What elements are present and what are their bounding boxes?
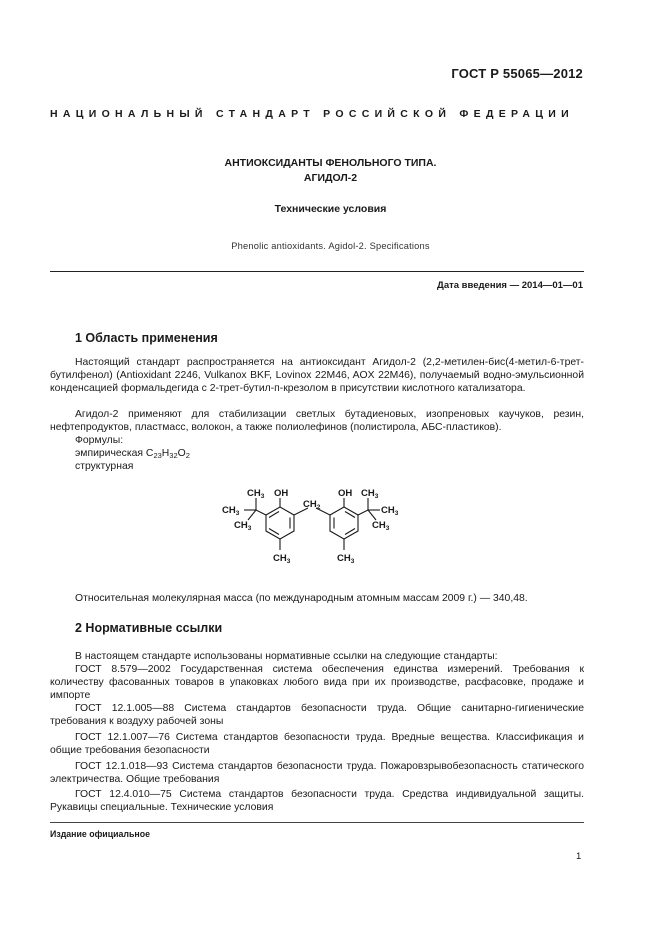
footer-divider [50, 822, 584, 823]
section-1-heading: 1 Область применения [75, 331, 218, 345]
section-1-paragraph-2 [50, 409, 584, 435]
national-standard-banner: НАЦИОНАЛЬНЫЙ СТАНДАРТ РОССИЙСКОЙ ФЕДЕРАЦИИ [50, 108, 574, 120]
left-tbu-ch3-top: $CH_3$ [247, 488, 265, 500]
left-oh-label: OH [274, 488, 289, 499]
right-tbu-ch3-top: $CH_3$ [361, 488, 379, 500]
reference-item [50, 761, 584, 787]
reference-text: ГОСТ 8.579—2002 Государственная система обеспечения единства измерений. Требования к количеству фасованных товаров в упаковках любого вида при их производстве, расфасовке, продаже и импорте [50, 664, 584, 701]
header-divider [50, 271, 584, 272]
document-title-line1: АНТИОКСИДАНТЫ ФЕНОЛЬНОГО ТИПА. [224, 157, 437, 169]
molar-mass: Относительная молекулярная масса (по международным атомным массам 2009 г.) — 340,48. [75, 593, 528, 604]
introduction-date: Дата введения — 2014—01—01 [437, 280, 583, 291]
left-tbu-ch3-left: $CH_3$ [222, 505, 240, 517]
reference-item [50, 789, 584, 815]
document-subtitle: Технические условия [274, 203, 387, 215]
paragraph-text: Агидол-2 применяют для стабилизации светлых бутадиеновых, изопреновых каучуков, резин, нефтепродуктов, пластмасс, волокон, а также полиолефинов (полистирола, АБС-пластиков). [50, 409, 584, 433]
reference-text: ГОСТ 12.1.018—93 Система стандартов безопасности труда. Пожаровзрывобезопасность статического электричества. Общие требования [50, 761, 584, 785]
right-tbu-ch3-right: $CH_3$ [381, 505, 399, 517]
empirical-formula-line [75, 448, 190, 461]
reference-text: ГОСТ 12.1.007—76 Система стандартов безопасности труда. Вредные вещества. Классификация и общие требования безопасности [50, 732, 584, 756]
official-edition-note: Издание официальное [50, 829, 150, 839]
document-code: ГОСТ Р 55065—2012 [451, 66, 583, 81]
reference-item [50, 732, 584, 758]
empirical-formula: C23H32O2 [145, 448, 190, 460]
structural-formula [220, 484, 410, 574]
right-tbu-ch3-bottom: $CH_3$ [372, 520, 390, 532]
reference-text: ГОСТ 12.1.005—88 Система стандартов безопасности труда. Общие санитарно-гигиенические требования к воздуху рабочей зоны [50, 703, 584, 727]
bridge-ch2-label: $CH_2$ [303, 499, 321, 511]
empirical-label: эмпирическая [75, 448, 144, 459]
left-methyl-label: $CH_3$ [273, 553, 291, 565]
left-tbu-ch3-bottom: $CH_3$ [234, 520, 252, 532]
right-methyl-label: $CH_3$ [337, 553, 355, 565]
right-oh-label: OH [338, 488, 353, 499]
english-title: Phenolic antioxidants. Agidol-2. Specifications [231, 241, 430, 251]
page-number: 1 [576, 851, 582, 862]
reference-item [50, 703, 584, 729]
structural-label: структурная [75, 461, 134, 472]
paragraph-text: Настоящий стандарт распространяется на антиоксидант Агидол-2 (2,2-метилен-бис(4-метил-6-трет-бутилфенол) (Antioxidant 2246, Vulkanox BKF, Lovinox 22M46, AOX 22M46), получаемый водно-эмульсионной конденсацией формальдегида с 2-трет-бутил-п-крезолом в присутствии кислотного катализатора. [50, 357, 584, 394]
formulas-label: Формулы: [75, 435, 124, 446]
section-2-intro: В настоящем стандарте использованы нормативные ссылки на следующие стандарты: [75, 651, 498, 662]
reference-text: ГОСТ 12.4.010—75 Система стандартов безопасности труда. Средства индивидуальной защиты. Рукавицы специальные. Технические условия [50, 789, 584, 813]
reference-item [50, 664, 584, 702]
section-1-paragraph-1 [50, 357, 584, 395]
structure-labels [222, 488, 399, 565]
document-title-line2: АГИДОЛ-2 [303, 172, 358, 184]
section-2-heading: 2 Нормативные ссылки [75, 621, 223, 635]
